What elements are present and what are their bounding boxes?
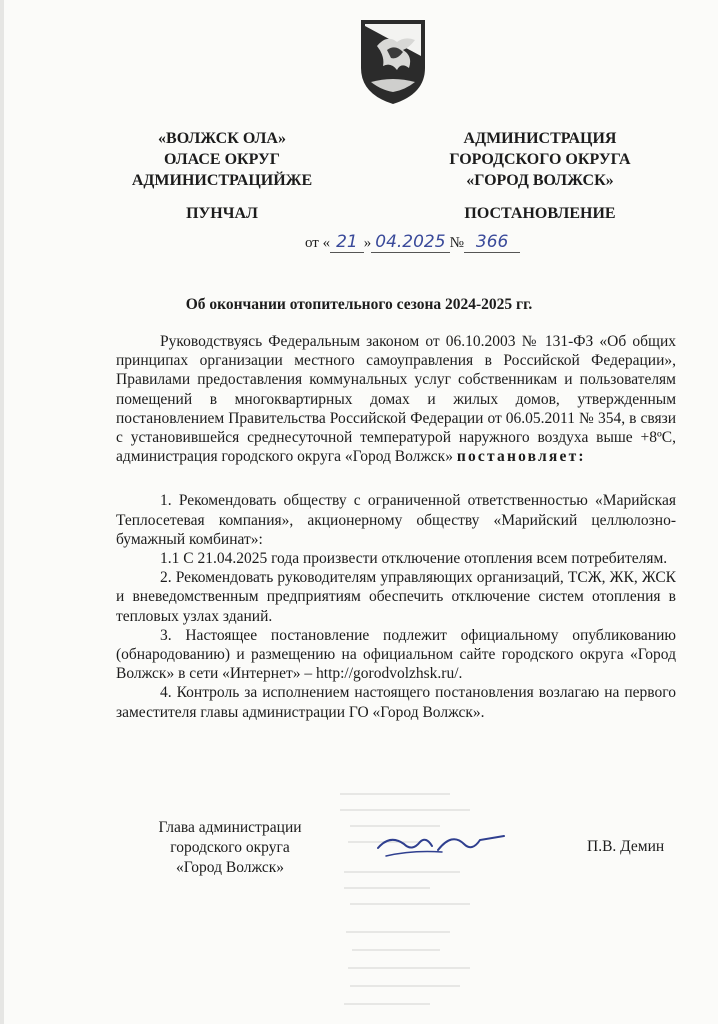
paragraph-1: 1. Рекомендовать обществу с ограниченной ответственностью «Марийская Теплосетевая компания», акционерному обществу «Марийский целлюлозно-бумажный комбинат»: — [116, 492, 676, 548]
date-number-line — [305, 232, 565, 262]
header-right-line-3: «ГОРОД ВОЛЖСК» — [466, 172, 614, 189]
decree-word: постановляет: — [456, 448, 586, 466]
header-right-line-2: ГОРОДСКОГО ОКРУГА — [449, 151, 631, 168]
paragraph-3: 3. Настоящее постановление подлежит официальному опубликованию (обнародованию) и размещению на официальном сайте городского округа «Город Волжск» в сети «Интернет» – http://gorodvolzhsk.ru/. — [116, 626, 676, 683]
number-prefix: № — [449, 235, 464, 251]
date-prefix: от « — [305, 235, 331, 251]
reverse-side-bleedthrough — [330, 782, 490, 1024]
paragraph-1-1: 1.1 С 21.04.2025 года произвести отключение отопления всем потребителям. — [160, 550, 668, 568]
signatory-name: П.В. Демин — [587, 838, 665, 855]
preamble-text: Руководствуясь Федеральным законом от 06.10.2003 № 131-ФЗ «Об общих принципах организации местного самоуправления в Российской Федерации», Правилами предоставления коммунальных услуг собственникам и пользователям помещений в многоквартирных домах и жилых домов, утвержденным постановлением Правительства Российской Федерации от 06.05.2011 № 354, в связи с установившейся среднесуточной температурой наружного воздуха выше +8ºС, администрация городского округа «Город Волжск» — [116, 333, 676, 466]
header-left-line-2: ОЛАСЕ ОКРУГ — [164, 151, 280, 168]
handwritten-number: 366 — [464, 232, 520, 253]
paragraph-4: 4. Контроль за исполнением настоящего постановления возлагаю на первого заместителя главы администрации ГО «Город Волжск». — [116, 684, 676, 721]
signatory-position — [140, 818, 320, 878]
header-left-line-3: АДМИНИСТРАЦИЙЖЕ — [131, 172, 313, 189]
handwritten-day: 21 — [330, 232, 364, 253]
handwritten-month-year: 04.2025 — [371, 232, 449, 253]
preamble-paragraph — [116, 332, 676, 466]
position-line-1: Глава администрации — [158, 819, 302, 836]
header-left-marij — [112, 128, 332, 191]
handwritten-signature — [372, 826, 512, 866]
date-mid: » — [363, 235, 372, 251]
coat-of-arms-emblem — [357, 16, 429, 106]
scan-edge — [0, 0, 4, 1024]
header-left-line-1: «ВОЛЖСК ОЛА» — [158, 130, 286, 147]
position-line-2: городского округа — [170, 839, 290, 856]
position-line-3: «Город Волжск» — [175, 859, 285, 876]
doc-type-left: ПУНЧАЛ — [186, 205, 258, 222]
paragraph-2: 2. Рекомендовать руководителям управляющих организаций, ТСЖ, ЖК, ЖСК и вневедомственным предприятиям обеспечить отключение систем отопления в тепловых узлах зданий. — [116, 569, 676, 625]
document-subject: Об окончании отопительного сезона 2024-2025 гг. — [185, 296, 533, 313]
header-right-russian — [420, 128, 660, 191]
doc-type-right: ПОСТАНОВЛЕНИЕ — [464, 205, 616, 222]
header-right-line-1: АДМИНИСТРАЦИЯ — [463, 130, 617, 147]
document-body — [116, 332, 676, 722]
